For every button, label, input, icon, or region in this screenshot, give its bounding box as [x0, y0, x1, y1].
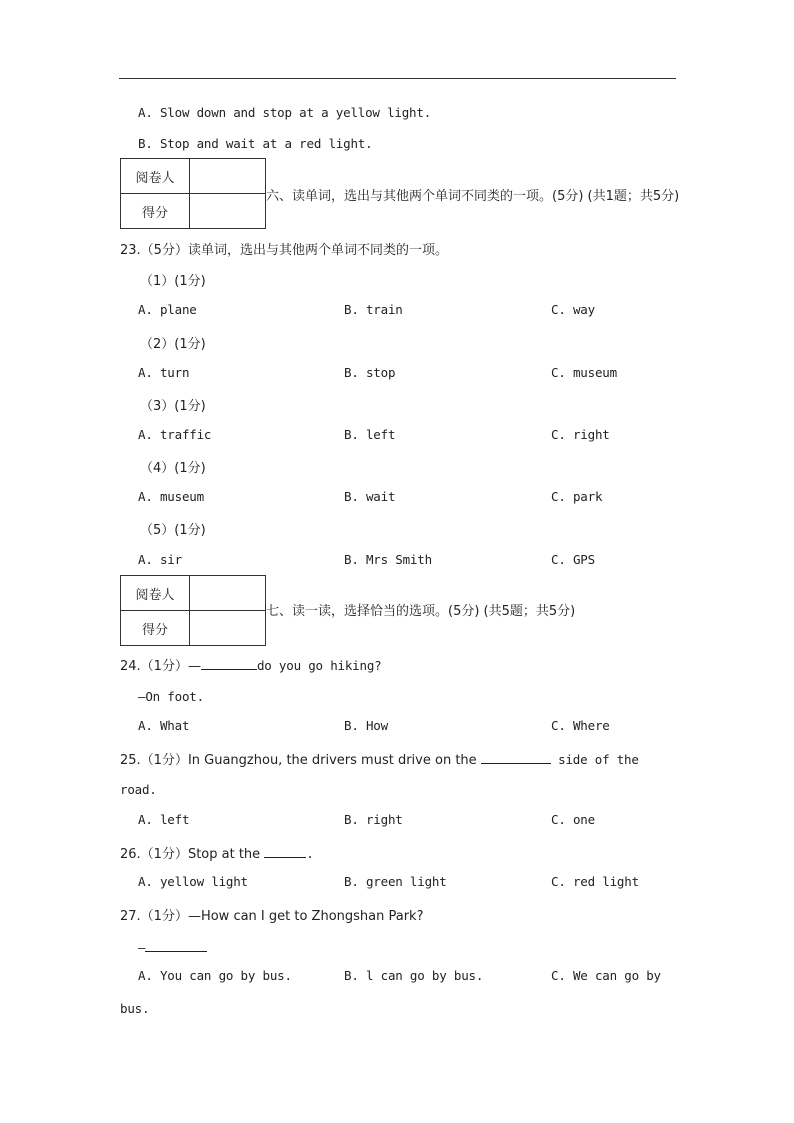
q24-suffix: do you go hiking?	[256, 658, 382, 673]
q25-c: C. one	[551, 812, 595, 827]
q24-c: C. Where	[551, 718, 610, 733]
sub4-a: A. museum	[138, 489, 204, 504]
reviewer-cell	[190, 159, 266, 194]
option-a: A. Slow down and stop at a yellow light.	[138, 105, 432, 120]
sub5-b: B. Mrs Smith	[344, 552, 432, 567]
sub2-b: B. stop	[344, 365, 396, 380]
q26-prefix: 26.（1分）Stop at the	[120, 847, 265, 862]
q24-b: B. How	[344, 718, 388, 733]
sub3-c: C. right	[551, 427, 610, 442]
q26-a: A. yellow light	[138, 874, 248, 889]
q27-b: B. l can go by bus.	[344, 968, 484, 983]
score-cell	[190, 194, 266, 229]
sub1-c: C. way	[551, 302, 595, 317]
q25-b: B. right	[344, 812, 403, 827]
q25-suffix: side of the	[550, 752, 639, 767]
q27-blank	[145, 940, 207, 952]
sub5-label: （5）(1分)	[140, 523, 206, 538]
q25-prefix: 25.（1分）In Guangzhou, the drivers must drive on the	[120, 753, 481, 768]
q25-text	[120, 749, 639, 768]
score-box-7	[120, 575, 266, 646]
q26-text	[120, 843, 314, 862]
q23-text: 23.（5分）读单词，选出与其他两个单词不同类的一项。	[120, 243, 448, 258]
sub1-b: B. train	[344, 302, 403, 317]
section6-heading: 六、读单词，选出与其他两个单词不同类的一项。(5分) (共1题；共5分)	[266, 189, 680, 204]
reviewer-label: 阅卷人	[121, 159, 190, 194]
sub1-a: A. plane	[138, 302, 197, 317]
sub3-a: A. traffic	[138, 427, 212, 442]
q24-prefix: 24.（1分）—	[120, 659, 201, 674]
q24-a: A. What	[138, 718, 190, 733]
q27-c: C. We can go by	[551, 968, 661, 983]
q26-b: B. green light	[344, 874, 447, 889]
sub5-a: A. sir	[138, 552, 182, 567]
q27-dash: —	[138, 940, 146, 955]
section7-heading: 七、读一读，选择恰当的选项。(5分) (共5题；共5分)	[266, 604, 576, 619]
sub5-c: C. GPS	[551, 552, 595, 567]
q26-c: C. red light	[551, 874, 639, 889]
sub2-a: A. turn	[138, 365, 190, 380]
q24-blank	[201, 658, 257, 670]
q26-suffix: .	[306, 846, 314, 861]
q25-blank	[481, 752, 551, 764]
reviewer-label: 阅卷人	[121, 576, 190, 611]
sub3-b: B. left	[344, 427, 396, 442]
q24-answer: —On foot.	[138, 689, 204, 704]
sub1-label: （1）(1分)	[140, 274, 206, 289]
q25-a: A. left	[138, 812, 190, 827]
q27-a: A. You can go by bus.	[138, 968, 292, 983]
q27-text: 27.（1分）—How can I get to Zhongshan Park?	[120, 909, 424, 924]
score-label: 得分	[121, 194, 190, 229]
sub2-label: （2）(1分)	[140, 337, 206, 352]
score-label: 得分	[121, 611, 190, 646]
score-box-6	[120, 158, 266, 229]
q24-text	[120, 655, 382, 674]
option-b: B. Stop and wait at a red light.	[138, 136, 373, 151]
sub3-label: （3）(1分)	[140, 399, 206, 414]
q27-answer-line	[138, 937, 207, 956]
sub4-b: B. wait	[344, 489, 396, 504]
q26-blank	[264, 846, 306, 858]
header-rule	[119, 78, 676, 79]
sub2-c: C. museum	[551, 365, 617, 380]
score-cell	[190, 611, 266, 646]
reviewer-cell	[190, 576, 266, 611]
sub4-c: C. park	[551, 489, 603, 504]
q25-cont: road.	[120, 782, 157, 797]
sub4-label: （4）(1分)	[140, 461, 206, 476]
q27-cont: bus.	[120, 1001, 150, 1016]
